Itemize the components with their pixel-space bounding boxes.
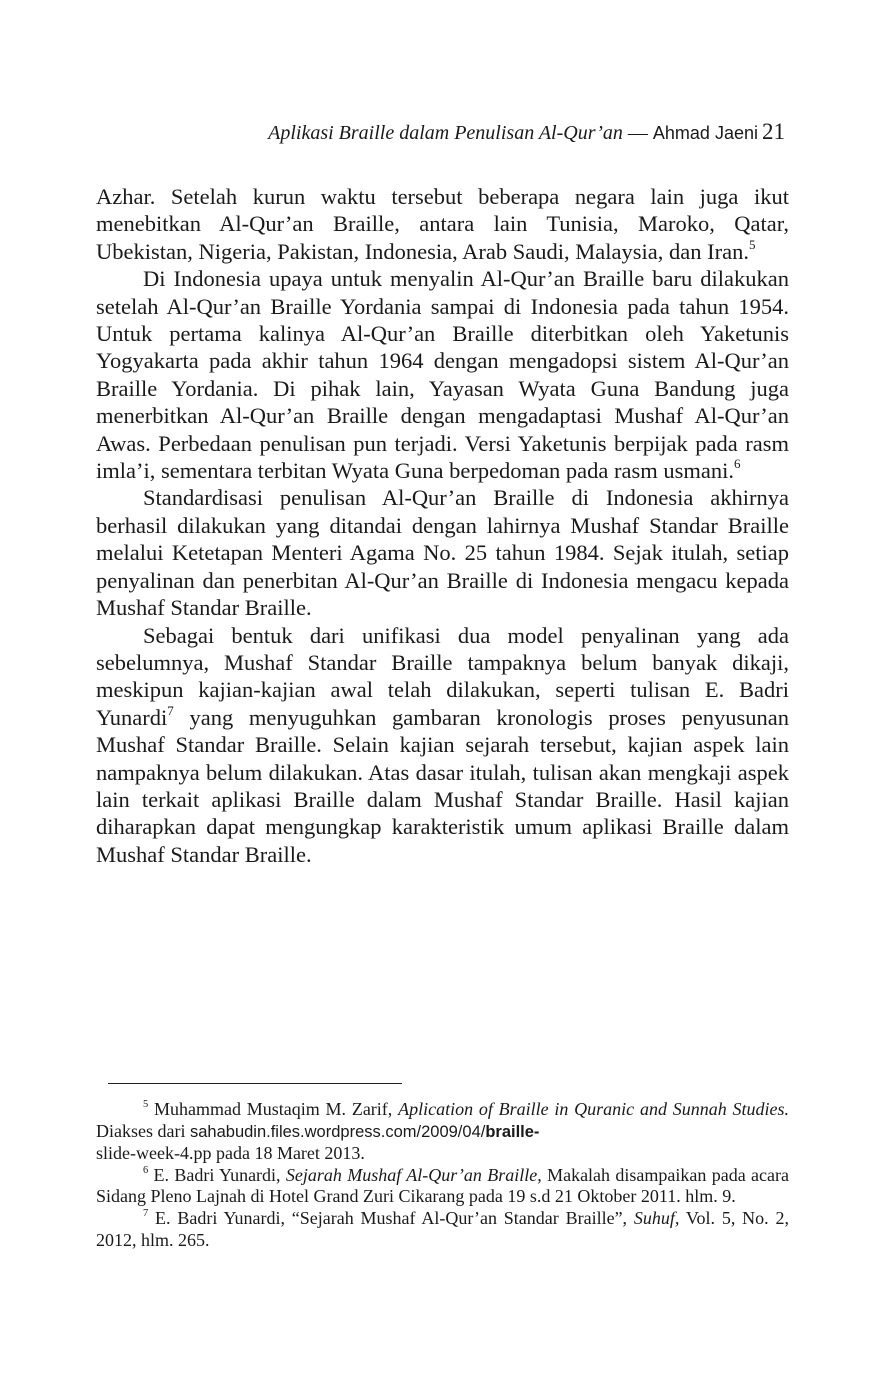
header-separator: — — [622, 122, 653, 144]
footnote-url-text: sahabudin.files.wordpress.com/2009/04/ — [189, 1122, 486, 1141]
footnote-italic-title: Suhuf, — [633, 1207, 680, 1228]
footnote — [96, 1208, 789, 1251]
paragraph — [96, 183, 789, 265]
footnote-text: Vol. 5, No. 2, 2012, hlm. 265. — [96, 1207, 789, 1250]
paragraph-text: Di Indonesia upaya untuk menyalin Al-Qur’an Braille baru dilakukan setelah Al-Qur’an Braille Yordania sampai di Indonesia pada tahun 1954. Untuk pertama kalinya Al-Qur’an Braille diterbitkan oleh Yaketunis Yogyakarta pada akhir tahun 1964 dengan mengadopsi sistem Al-Qur’an Braille Yordania. Di pihak lain, Yayasan Wyata Guna Bandung juga menerbitkan Al-Qur’an Braille dengan mengadaptasi Mushaf Al-Qur’an Awas. Perbedaan penulisan pun terjadi. Versi Yaketunis berpijak pada rasm imla’i, sementara terbitan Wyata Guna berpedoman pada rasm usmani. — [96, 266, 789, 484]
footnote-number: 5 — [143, 1099, 149, 1111]
footnote-url-bold: braille- — [485, 1122, 540, 1141]
running-header — [268, 118, 785, 147]
paragraph-text: Standardisasi penulisan Al-Qur’an Braille di Indonesia akhirnya berhasil dilakukan yang ditandai dengan lahirnya Mushaf Standar Braille melalui Ketetapan Menteri Agama No. 25 tahun 1984. Sejak itulah, setiap penyalinan dan penerbitan Al-Qur’an Braille di Indonesia mengacu kepada Mushaf Standar Braille. — [96, 485, 789, 621]
paragraph-text: Azhar. Setelah kurun waktu tersebut beberapa negara lain juga ikut menebitkan Al-Qur’an Braille, antara lain Tunisia, Maroko, Qatar, Ubekistan, Nigeria, Pakistan, Indonesia, Arab Saudi, Malaysia, dan Iran. — [96, 184, 789, 264]
footnote-text: E. Badri Yunardi, “Sejarah Mushaf Al-Qur’an Standar Braille”, — [148, 1207, 634, 1228]
page-number: 21 — [762, 119, 785, 144]
footnote-ref: 7 — [167, 702, 174, 718]
footnote — [96, 1165, 789, 1208]
paragraph-text: Sebagai bentuk dari unifikasi dua model penyalinan yang ada sebelumnya, Mushaf Standar Braille tampaknya belum banyak dikaji, meskipun kajian-kajian awal telah dilakukan, seperti tulisan E. Badri Yunardi — [96, 622, 789, 730]
footnote-text: E. Badri Yunardi, — [148, 1164, 286, 1185]
paragraph-text: yang menyuguhkan gambaran kronologis proses penyusunan Mushaf Standar Braille. Selain kajian sejarah tersebut, kajian aspek lain nampaknya belum dilakukan. Atas dasar itulah, tulisan akan mengkaji aspek lain terkait aplikasi Braille dalam Mushaf Standar Braille. Hasil kajian diharapkan dapat mengungkap karakteristik umum aplikasi Braille dalam Mushaf Standar Braille. — [96, 704, 789, 867]
footnote-ref: 5 — [748, 237, 756, 253]
footnote-text: Makalah disampaikan pada acara Sidang Pleno Lajnah di Hotel Grand Zuri Cikarang pada 19 s.d 21 Oktober 2011. hlm. 9. — [96, 1164, 789, 1207]
article-title: Aplikasi Braille dalam Penulisan Al-Qur’an — [268, 122, 623, 144]
footnote-italic-title: Aplication of Braille in Quranic and Sunnah Studies. — [398, 1099, 789, 1119]
author-name: Ahmad Jaeni — [652, 123, 758, 143]
footnote-ref: 6 — [734, 456, 741, 472]
footnote-url — [190, 1123, 539, 1141]
footnote-text: slide-week-4.pp pada 18 Maret 2013. — [96, 1143, 365, 1164]
body-text — [96, 183, 789, 868]
paragraph — [96, 265, 789, 484]
footnote-divider — [108, 1083, 402, 1084]
paragraph — [96, 484, 789, 621]
footnote-italic-title: Sejarah Mushaf Al-Qur’an Braille, — [285, 1164, 542, 1185]
paragraph — [96, 622, 789, 869]
footnotes — [96, 1099, 789, 1251]
footnote-text: Diakses dari — [96, 1120, 190, 1141]
footnote-text: Muhammad Mustaqim M. Zarif, — [148, 1099, 399, 1119]
footnote — [96, 1099, 789, 1165]
footnote-number: 7 — [143, 1208, 149, 1220]
footnote-number: 6 — [143, 1164, 149, 1176]
